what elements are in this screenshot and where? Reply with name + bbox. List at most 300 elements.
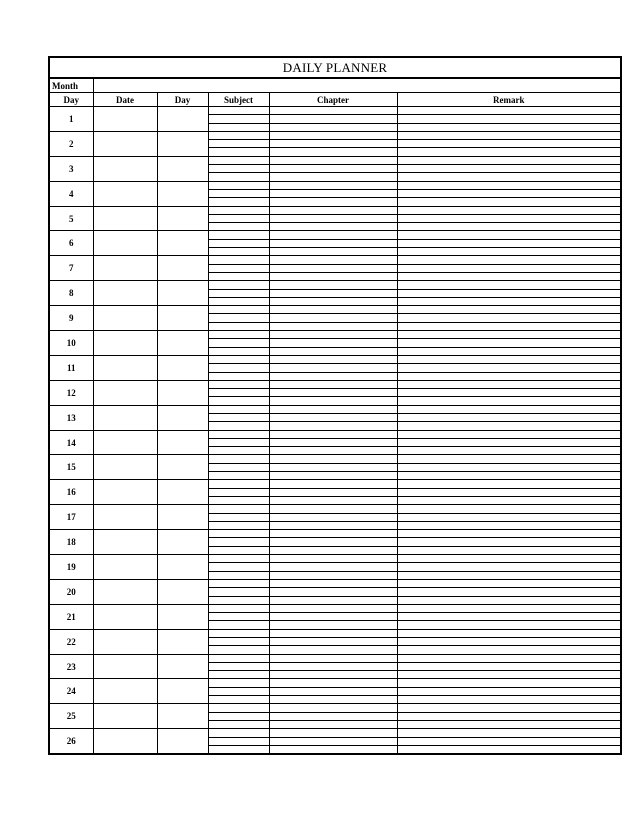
remark-cell[interactable] [397,546,621,554]
date-cell[interactable] [93,206,157,231]
remark-cell[interactable] [397,579,621,587]
subject-cell[interactable] [208,173,269,181]
remark-cell[interactable] [397,206,621,214]
chapter-cell[interactable] [269,729,397,737]
subject-cell[interactable] [208,687,269,695]
chapter-cell[interactable] [269,530,397,538]
remark-cell[interactable] [397,530,621,538]
chapter-cell[interactable] [269,413,397,421]
remark-cell[interactable] [397,555,621,563]
subject-cell[interactable] [208,314,269,322]
chapter-cell[interactable] [269,372,397,380]
date-cell[interactable] [93,455,157,480]
chapter-cell[interactable] [269,463,397,471]
subject-cell[interactable] [208,231,269,239]
remark-cell[interactable] [397,156,621,164]
remark-cell[interactable] [397,281,621,289]
subject-cell[interactable] [208,331,269,339]
chapter-cell[interactable] [269,704,397,712]
remark-cell[interactable] [397,355,621,363]
subject-cell[interactable] [208,380,269,388]
remark-cell[interactable] [397,339,621,347]
day-number: 16 [49,480,93,505]
remark-cell[interactable] [397,571,621,579]
date-cell[interactable] [93,530,157,555]
column-header-date: Date [93,93,157,107]
remark-cell[interactable] [397,264,621,272]
subject-cell[interactable] [208,289,269,297]
subject-cell[interactable] [208,206,269,214]
remark-cell[interactable] [397,140,621,148]
remark-cell[interactable] [397,364,621,372]
remark-cell[interactable] [397,405,621,413]
remark-cell[interactable] [397,380,621,388]
remark-cell[interactable] [397,347,621,355]
remark-cell[interactable] [397,397,621,405]
remark-cell[interactable] [397,248,621,256]
date-cell[interactable] [93,629,157,654]
chapter-cell[interactable] [269,355,397,363]
remark-cell[interactable] [397,538,621,546]
chapter-cell[interactable] [269,156,397,164]
remark-cell[interactable] [397,646,621,654]
remark-cell[interactable] [397,463,621,471]
chapter-cell[interactable] [269,223,397,231]
chapter-cell[interactable] [269,347,397,355]
date-cell[interactable] [93,505,157,530]
weekday-cell[interactable] [157,505,208,530]
chapter-cell[interactable] [269,712,397,720]
remark-cell[interactable] [397,289,621,297]
remark-cell[interactable] [397,389,621,397]
chapter-cell[interactable] [269,488,397,496]
subject-cell[interactable] [208,405,269,413]
chapter-cell[interactable] [269,206,397,214]
weekday-cell[interactable] [157,306,208,331]
weekday-cell[interactable] [157,380,208,405]
subject-cell[interactable] [208,397,269,405]
remark-cell[interactable] [397,107,621,115]
date-cell[interactable] [93,331,157,356]
remark-cell[interactable] [397,165,621,173]
chapter-cell[interactable] [269,148,397,156]
chapter-cell[interactable] [269,621,397,629]
remark-cell[interactable] [397,472,621,480]
chapter-cell[interactable] [269,613,397,621]
remark-cell[interactable] [397,604,621,612]
remark-cell[interactable] [397,272,621,280]
chapter-cell[interactable] [269,521,397,529]
subject-cell[interactable] [208,355,269,363]
remark-cell[interactable] [397,314,621,322]
day-entry-subrow [49,455,621,463]
chapter-cell[interactable] [269,638,397,646]
subject-cell[interactable] [208,322,269,330]
chapter-cell[interactable] [269,264,397,272]
day-number: 5 [49,206,93,231]
remark-cell[interactable] [397,322,621,330]
chapter-cell[interactable] [269,447,397,455]
chapter-cell[interactable] [269,696,397,704]
remark-cell[interactable] [397,588,621,596]
remark-cell[interactable] [397,662,621,670]
remark-cell[interactable] [397,729,621,737]
subject-cell[interactable] [208,430,269,438]
chapter-cell[interactable] [269,596,397,604]
chapter-cell[interactable] [269,214,397,222]
subject-cell[interactable] [208,239,269,247]
subject-cell[interactable] [208,256,269,264]
date-cell[interactable] [93,704,157,729]
subject-cell[interactable] [208,613,269,621]
chapter-cell[interactable] [269,588,397,596]
chapter-cell[interactable] [269,662,397,670]
subject-cell[interactable] [208,496,269,504]
chapter-cell[interactable] [269,579,397,587]
remark-cell[interactable] [397,438,621,446]
chapter-cell[interactable] [269,281,397,289]
subject-cell[interactable] [208,521,269,529]
chapter-cell[interactable] [269,239,397,247]
day-number: 10 [49,331,93,356]
date-cell[interactable] [93,181,157,206]
chapter-cell[interactable] [269,480,397,488]
chapter-cell[interactable] [269,430,397,438]
chapter-cell[interactable] [269,165,397,173]
column-header-remark: Remark [397,93,621,107]
weekday-cell[interactable] [157,231,208,256]
subject-cell[interactable] [208,596,269,604]
subject-cell[interactable] [208,123,269,131]
remark-cell[interactable] [397,737,621,745]
subject-cell[interactable] [208,555,269,563]
subject-cell[interactable] [208,704,269,712]
remark-cell[interactable] [397,671,621,679]
weekday-cell[interactable] [157,206,208,231]
chapter-cell[interactable] [269,745,397,754]
remark-cell[interactable] [397,256,621,264]
chapter-cell[interactable] [269,629,397,637]
subject-cell[interactable] [208,389,269,397]
remark-cell[interactable] [397,720,621,728]
subject-cell[interactable] [208,272,269,280]
subject-cell[interactable] [208,513,269,521]
remark-cell[interactable] [397,422,621,430]
chapter-cell[interactable] [269,198,397,206]
chapter-cell[interactable] [269,546,397,554]
subject-cell[interactable] [208,530,269,538]
chapter-cell[interactable] [269,654,397,662]
chapter-cell[interactable] [269,496,397,504]
chapter-cell[interactable] [269,272,397,280]
remark-cell[interactable] [397,629,621,637]
subject-cell[interactable] [208,629,269,637]
subject-cell[interactable] [208,737,269,745]
subject-cell[interactable] [208,646,269,654]
subject-cell[interactable] [208,223,269,231]
remark-cell[interactable] [397,455,621,463]
chapter-cell[interactable] [269,646,397,654]
remark-cell[interactable] [397,115,621,123]
remark-cell[interactable] [397,654,621,662]
subject-cell[interactable] [208,720,269,728]
chapter-cell[interactable] [269,248,397,256]
weekday-cell[interactable] [157,629,208,654]
remark-cell[interactable] [397,704,621,712]
chapter-cell[interactable] [269,322,397,330]
subject-cell[interactable] [208,339,269,347]
chapter-cell[interactable] [269,339,397,347]
remark-cell[interactable] [397,239,621,247]
chapter-cell[interactable] [269,115,397,123]
remark-cell[interactable] [397,331,621,339]
remark-cell[interactable] [397,712,621,720]
subject-cell[interactable] [208,189,269,197]
subject-cell[interactable] [208,712,269,720]
subject-cell[interactable] [208,107,269,115]
subject-cell[interactable] [208,571,269,579]
chapter-cell[interactable] [269,571,397,579]
remark-cell[interactable] [397,413,621,421]
remark-cell[interactable] [397,613,621,621]
subject-cell[interactable] [208,281,269,289]
weekday-cell[interactable] [157,654,208,679]
chapter-cell[interactable] [269,331,397,339]
weekday-cell[interactable] [157,480,208,505]
remark-cell[interactable] [397,430,621,438]
subject-cell[interactable] [208,671,269,679]
chapter-cell[interactable] [269,422,397,430]
weekday-cell[interactable] [157,331,208,356]
subject-cell[interactable] [208,455,269,463]
chapter-cell[interactable] [269,140,397,148]
chapter-cell[interactable] [269,513,397,521]
date-cell[interactable] [93,555,157,580]
remark-cell[interactable] [397,679,621,687]
remark-cell[interactable] [397,480,621,488]
subject-cell[interactable] [208,372,269,380]
day-entry-subrow [49,181,621,189]
weekday-cell[interactable] [157,530,208,555]
subject-cell[interactable] [208,488,269,496]
subject-cell[interactable] [208,297,269,305]
month-input[interactable] [93,78,621,93]
subject-cell[interactable] [208,422,269,430]
subject-cell[interactable] [208,438,269,446]
remark-cell[interactable] [397,521,621,529]
column-header-subject: Subject [208,93,269,107]
date-cell[interactable] [93,281,157,306]
chapter-cell[interactable] [269,131,397,139]
subject-cell[interactable] [208,214,269,222]
subject-cell[interactable] [208,306,269,314]
date-cell[interactable] [93,604,157,629]
date-cell[interactable] [93,405,157,430]
chapter-cell[interactable] [269,687,397,695]
remark-cell[interactable] [397,189,621,197]
weekday-cell[interactable] [157,107,208,132]
subject-cell[interactable] [208,729,269,737]
day-entry-subrow [49,679,621,687]
subject-cell[interactable] [208,165,269,173]
remark-cell[interactable] [397,123,621,131]
weekday-cell[interactable] [157,555,208,580]
subject-cell[interactable] [208,472,269,480]
remark-cell[interactable] [397,223,621,231]
chapter-cell[interactable] [269,563,397,571]
chapter-cell[interactable] [269,173,397,181]
subject-cell[interactable] [208,604,269,612]
subject-cell[interactable] [208,696,269,704]
subject-cell[interactable] [208,588,269,596]
date-cell[interactable] [93,156,157,181]
weekday-cell[interactable] [157,455,208,480]
remark-cell[interactable] [397,447,621,455]
remark-cell[interactable] [397,745,621,754]
subject-cell[interactable] [208,181,269,189]
chapter-cell[interactable] [269,256,397,264]
subject-cell[interactable] [208,463,269,471]
subject-cell[interactable] [208,148,269,156]
subject-cell[interactable] [208,654,269,662]
chapter-cell[interactable] [269,720,397,728]
chapter-cell[interactable] [269,364,397,372]
chapter-cell[interactable] [269,737,397,745]
remark-cell[interactable] [397,505,621,513]
chapter-cell[interactable] [269,679,397,687]
weekday-cell[interactable] [157,604,208,629]
date-cell[interactable] [93,729,157,754]
subject-cell[interactable] [208,140,269,148]
subject-cell[interactable] [208,621,269,629]
subject-cell[interactable] [208,198,269,206]
chapter-cell[interactable] [269,505,397,513]
weekday-cell[interactable] [157,181,208,206]
weekday-cell[interactable] [157,281,208,306]
weekday-cell[interactable] [157,355,208,380]
chapter-cell[interactable] [269,314,397,322]
remark-cell[interactable] [397,181,621,189]
subject-cell[interactable] [208,264,269,272]
chapter-cell[interactable] [269,538,397,546]
remark-cell[interactable] [397,372,621,380]
remark-cell[interactable] [397,231,621,239]
chapter-cell[interactable] [269,472,397,480]
subject-cell[interactable] [208,115,269,123]
chapter-cell[interactable] [269,405,397,413]
weekday-cell[interactable] [157,405,208,430]
subject-cell[interactable] [208,662,269,670]
weekday-cell[interactable] [157,430,208,455]
remark-cell[interactable] [397,198,621,206]
remark-cell[interactable] [397,214,621,222]
date-cell[interactable] [93,654,157,679]
remark-cell[interactable] [397,173,621,181]
chapter-cell[interactable] [269,289,397,297]
subject-cell[interactable] [208,546,269,554]
remark-cell[interactable] [397,148,621,156]
weekday-cell[interactable] [157,256,208,281]
subject-cell[interactable] [208,745,269,754]
subject-cell[interactable] [208,538,269,546]
remark-cell[interactable] [397,687,621,695]
subject-cell[interactable] [208,156,269,164]
subject-cell[interactable] [208,364,269,372]
subject-cell[interactable] [208,413,269,421]
remark-cell[interactable] [397,131,621,139]
subject-cell[interactable] [208,563,269,571]
chapter-cell[interactable] [269,123,397,131]
remark-cell[interactable] [397,306,621,314]
chapter-cell[interactable] [269,231,397,239]
weekday-cell[interactable] [157,704,208,729]
date-cell[interactable] [93,355,157,380]
date-cell[interactable] [93,131,157,156]
date-cell[interactable] [93,107,157,132]
remark-cell[interactable] [397,513,621,521]
chapter-cell[interactable] [269,306,397,314]
remark-cell[interactable] [397,496,621,504]
chapter-cell[interactable] [269,181,397,189]
subject-cell[interactable] [208,638,269,646]
chapter-cell[interactable] [269,107,397,115]
remark-cell[interactable] [397,696,621,704]
chapter-cell[interactable] [269,397,397,405]
weekday-cell[interactable] [157,156,208,181]
date-cell[interactable] [93,231,157,256]
date-cell[interactable] [93,306,157,331]
chapter-cell[interactable] [269,297,397,305]
day-entry-subrow [49,107,621,115]
remark-cell[interactable] [397,621,621,629]
date-cell[interactable] [93,430,157,455]
chapter-cell[interactable] [269,438,397,446]
chapter-cell[interactable] [269,555,397,563]
subject-cell[interactable] [208,579,269,587]
chapter-cell[interactable] [269,380,397,388]
date-cell[interactable] [93,480,157,505]
remark-cell[interactable] [397,596,621,604]
weekday-cell[interactable] [157,679,208,704]
remark-cell[interactable] [397,488,621,496]
weekday-cell[interactable] [157,579,208,604]
subject-cell[interactable] [208,679,269,687]
date-cell[interactable] [93,380,157,405]
remark-cell[interactable] [397,297,621,305]
subject-cell[interactable] [208,505,269,513]
date-cell[interactable] [93,579,157,604]
chapter-cell[interactable] [269,455,397,463]
date-cell[interactable] [93,679,157,704]
weekday-cell[interactable] [157,131,208,156]
remark-cell[interactable] [397,563,621,571]
chapter-cell[interactable] [269,189,397,197]
remark-cell[interactable] [397,638,621,646]
date-cell[interactable] [93,256,157,281]
chapter-cell[interactable] [269,671,397,679]
subject-cell[interactable] [208,480,269,488]
chapter-cell[interactable] [269,604,397,612]
day-entry-subrow [49,629,621,637]
day-entry-subrow [49,579,621,587]
day-entry-subrow [49,281,621,289]
subject-cell[interactable] [208,248,269,256]
subject-cell[interactable] [208,131,269,139]
subject-cell[interactable] [208,347,269,355]
weekday-cell[interactable] [157,729,208,754]
subject-cell[interactable] [208,447,269,455]
chapter-cell[interactable] [269,389,397,397]
